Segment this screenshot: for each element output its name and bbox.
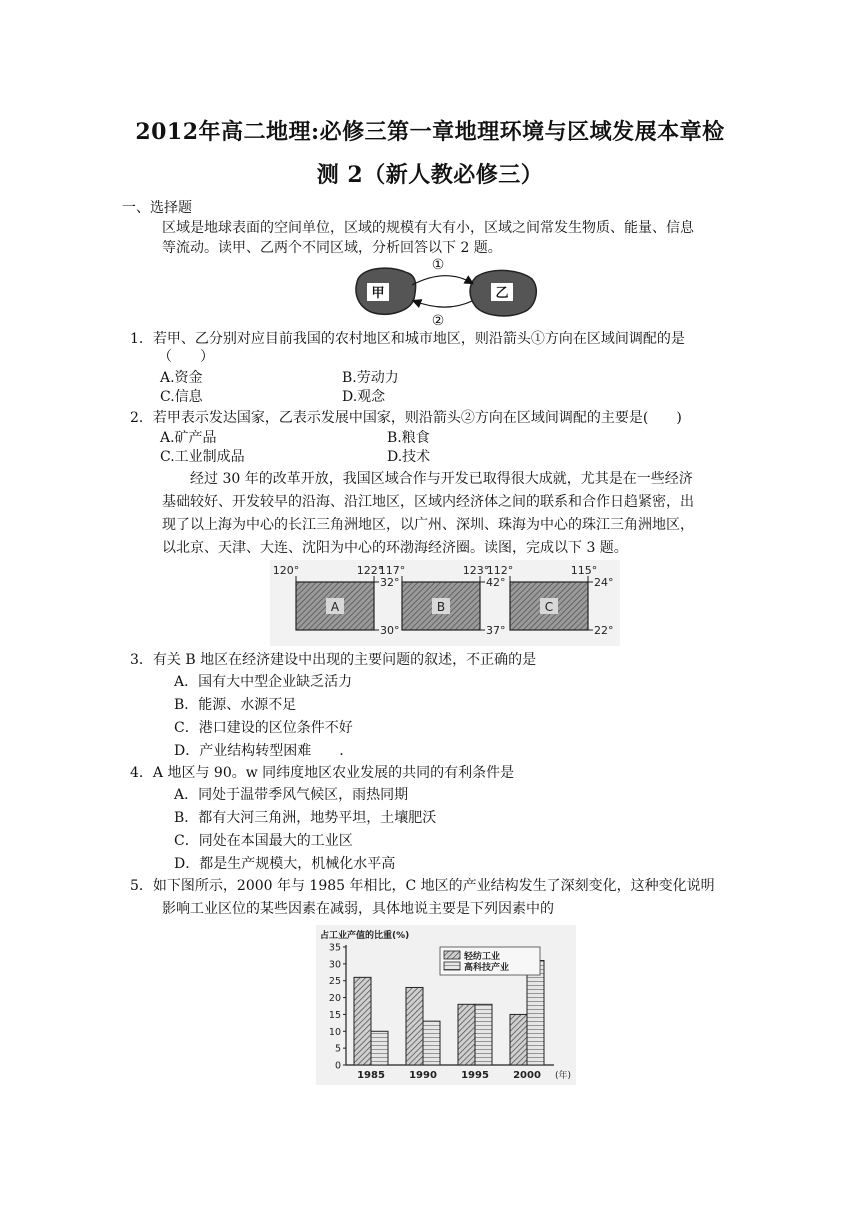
q4-stem: 4．A 地区与 90。w 同纬度地区农业发展的共同的有利条件是	[130, 765, 515, 781]
intro2-line1: 经过 30 年的改革开放，我国区域合作与开发已取得很大成就，尤其是在一些经济	[190, 471, 693, 487]
q2-stem: 2．若甲表示发达国家，乙表示发展中国家，则沿箭头②方向在区域间调配的主要是( )	[130, 410, 682, 426]
y-tick-label: 0	[334, 1060, 341, 1072]
bar-hightech-1990	[423, 1021, 440, 1065]
longitude-left-label: 120°	[272, 564, 300, 577]
arrow-2	[414, 301, 472, 307]
region-jia-label: 甲	[371, 286, 385, 301]
arrow-1	[412, 276, 472, 285]
q3-option-d: D．产业结构转型困难 .	[174, 743, 344, 759]
q5-stem-line1: 5．如下图所示，2000 年与 1985 年相比，C 地区的产业结构发生了深刻变化，这种变化说明	[130, 878, 715, 894]
latitude-bottom-label: 22°	[594, 624, 614, 637]
q3-stem: 3．有关 B 地区在经济建设中出现的主要问题的叙述，不正确的是	[130, 652, 537, 668]
y-tick-label: 20	[328, 993, 341, 1005]
document-title-line1: 2012年高二地理:必修三第一章地理环境与区域发展本章检	[135, 119, 725, 145]
latitude-top-label: 24°	[594, 576, 614, 589]
bar-hightech-1985	[371, 1031, 388, 1065]
bar-light-industry-1985	[354, 977, 371, 1065]
y-tick-label: 10	[328, 1026, 341, 1038]
chart-legend	[440, 947, 540, 975]
x-tick-label: 1990	[409, 1070, 437, 1081]
x-unit-label: (年)	[555, 1071, 572, 1081]
latitude-bottom-label: 30°	[380, 624, 400, 637]
q1-option-a: A.资金	[160, 370, 203, 386]
y-tick-label: 25	[328, 976, 341, 988]
q1-stem-line2: （ ）	[158, 349, 214, 365]
region-yi-label: 乙	[495, 286, 509, 301]
arrow-2-label: ②	[431, 313, 445, 327]
q1-option-d: D.观念	[342, 389, 386, 405]
latitude-bottom-label: 37°	[486, 624, 506, 637]
intro1-line2: 等流动。读甲、乙两个不同区域，分析回答以下 2 题。	[162, 240, 502, 256]
bar-light-industry-2000	[510, 1014, 527, 1065]
bar-light-industry-1995	[458, 1004, 475, 1065]
q4-option-a: A．同处于温带季风气候区，雨热同期	[174, 787, 409, 803]
region-box-label: C	[544, 600, 554, 614]
bar-hightech-1995	[475, 1004, 492, 1065]
intro2-line2: 基础较好、开发较早的沿海、沿江地区，区域内经济体之间的联系和合作日趋紧密，出	[162, 494, 694, 510]
x-tick-label: 1985	[357, 1070, 385, 1081]
latitude-top-label: 42°	[486, 576, 506, 589]
q4-option-c: C．同处在本国最大的工业区	[174, 833, 353, 849]
arrow-1-label: ①	[431, 257, 445, 273]
intro1-line1: 区域是地球表面的空间单位，区域的规模有大有小，区域之间常发生物质、能量、信息	[162, 220, 694, 236]
longitude-right-label: 115°	[570, 564, 598, 577]
q3-option-a: A．国有大中型企业缺乏活力	[174, 674, 353, 690]
region-box-label: A	[330, 600, 340, 614]
bar-light-industry-1990	[406, 987, 423, 1065]
chart-title: 占工业产值的比重(%)	[320, 931, 410, 941]
longitude-left-label: 112°	[486, 564, 514, 577]
q3-option-c: C．港口建设的区位条件不好	[174, 720, 353, 736]
q2-option-c: C.工业制成品	[160, 449, 245, 465]
y-tick-label: 30	[328, 959, 341, 971]
q1-option-b: B.劳动力	[342, 370, 399, 386]
q1-stem-line1: 1．若甲、乙分别对应目前我国的农村地区和城市地区，则沿箭头①方向在区域间调配的是	[130, 331, 685, 347]
region-box-label: B	[436, 600, 446, 614]
intro2-line4: 以北京、天津、大连、沈阳为中心的环渤海经济圈。读图，完成以下 3 题。	[162, 540, 628, 556]
legend-label: 轻纺工业	[464, 952, 501, 962]
y-tick-label: 15	[328, 1009, 341, 1021]
legend-label: 高科技产业	[464, 963, 510, 973]
q2-option-a: A.矿产品	[160, 430, 217, 446]
region-flow-diagram	[350, 255, 540, 327]
y-tick-label: 5	[334, 1043, 341, 1055]
intro2-line3: 现了以上海为中心的长江三角洲地区，以广州、深圳、珠海为中心的珠江三角洲地区，	[162, 517, 694, 533]
bar-hightech-2000	[527, 960, 544, 1065]
y-tick-label: 35	[328, 942, 341, 954]
latitude-top-label: 32°	[380, 576, 400, 589]
industry-share-bar-chart	[316, 925, 576, 1085]
longitude-left-label: 117°	[378, 564, 406, 577]
region-location-map	[270, 560, 620, 646]
section-heading: 一、选择题	[122, 200, 192, 216]
q2-option-d: D.技术	[387, 449, 431, 465]
legend-swatch	[444, 951, 460, 959]
document-title-line2: 测 2（新人教必修三）	[316, 162, 544, 188]
longitude-right-label: 123°	[462, 564, 490, 577]
x-tick-label: 2000	[513, 1070, 541, 1081]
legend-swatch	[444, 962, 460, 970]
x-tick-label: 1995	[461, 1070, 489, 1081]
longitude-right-label: 122°	[356, 564, 384, 577]
q4-option-d: D．都是生产规模大，机械化水平高	[174, 856, 396, 872]
q3-option-b: B．能源、水源不足	[174, 697, 297, 713]
q4-option-b: B．都有大河三角洲，地势平坦，土壤肥沃	[174, 810, 437, 826]
q1-option-c: C.信息	[160, 389, 203, 405]
q2-option-b: B.粮食	[387, 430, 430, 446]
q5-stem-line2: 影响工业区位的某些因素在减弱，具体地说主要是下列因素中的	[162, 901, 554, 917]
